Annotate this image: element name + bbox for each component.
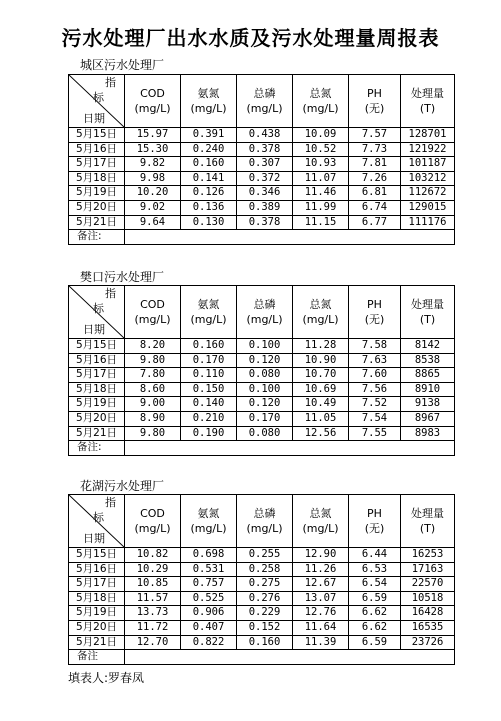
cell-nh3: 0.698 <box>181 548 237 563</box>
cell-volume: 121922 <box>401 142 455 157</box>
cell-tp: 0.229 <box>237 606 293 621</box>
cell-tp: 0.100 <box>237 339 293 354</box>
cell-tp: 0.080 <box>237 368 293 383</box>
cell-date: 5月20日 <box>69 200 125 215</box>
cell-cod: 15.30 <box>125 142 181 157</box>
cell-tp: 0.120 <box>237 397 293 412</box>
cell-cod: 10.82 <box>125 548 181 563</box>
cell-cod: 9.82 <box>125 157 181 172</box>
cell-ph: 7.55 <box>349 426 401 441</box>
cell-tp: 0.100 <box>237 382 293 397</box>
cell-tn: 12.76 <box>293 606 349 621</box>
cell-volume: 8142 <box>401 339 455 354</box>
cell-tp: 0.346 <box>237 186 293 201</box>
cell-nh3: 0.110 <box>181 368 237 383</box>
cell-tn: 10.70 <box>293 368 349 383</box>
col-header-tp: 总磷 (mg/L) <box>237 286 293 339</box>
cell-ph: 6.81 <box>349 186 401 201</box>
cell-date: 5月17日 <box>69 368 125 383</box>
cell-date: 5月17日 <box>69 577 125 592</box>
col-header-cod: COD (mg/L) <box>125 286 181 339</box>
cell-tn: 10.52 <box>293 142 349 157</box>
col-header-volume: 处理量 (T) <box>401 495 455 548</box>
diagonal-header-cell: 指 标 日期 <box>69 495 125 548</box>
col-header-tp: 总磷 (mg/L) <box>237 495 293 548</box>
cell-nh3: 0.757 <box>181 577 237 592</box>
cell-ph: 7.54 <box>349 411 401 426</box>
col-header-nh3: 氨氮 (mg/L) <box>181 495 237 548</box>
cell-nh3: 0.906 <box>181 606 237 621</box>
cell-tn: 11.28 <box>293 339 349 354</box>
cell-volume: 10518 <box>401 591 455 606</box>
cell-cod: 8.60 <box>125 382 181 397</box>
cell-tn: 12.90 <box>293 548 349 563</box>
cell-nh3: 0.160 <box>181 339 237 354</box>
cell-ph: 6.62 <box>349 606 401 621</box>
remark-row <box>69 650 455 665</box>
cell-date: 5月15日 <box>69 339 125 354</box>
cell-nh3: 0.525 <box>181 591 237 606</box>
cell-tp: 0.080 <box>237 426 293 441</box>
cell-nh3: 0.240 <box>181 142 237 157</box>
cell-tp: 0.160 <box>237 635 293 650</box>
diagonal-header-cell: 指 标 日期 <box>69 75 125 128</box>
cell-tn: 11.64 <box>293 620 349 635</box>
col-header-ph: PH (无) <box>349 75 401 128</box>
cell-date: 5月16日 <box>69 562 125 577</box>
cell-tn: 11.46 <box>293 186 349 201</box>
table-row <box>69 382 455 397</box>
remark-value <box>125 441 455 456</box>
cell-volume: 16535 <box>401 620 455 635</box>
plant-table-chengqu <box>68 74 455 245</box>
col-header-volume: 处理量 (T) <box>401 286 455 339</box>
table-row <box>69 171 455 186</box>
cell-tp: 0.372 <box>237 171 293 186</box>
cell-ph: 6.74 <box>349 200 401 215</box>
cell-nh3: 0.126 <box>181 186 237 201</box>
cell-volume: 111176 <box>401 215 455 230</box>
cell-ph: 6.62 <box>349 620 401 635</box>
cell-tn: 10.69 <box>293 382 349 397</box>
cell-cod: 8.90 <box>125 411 181 426</box>
table-row <box>69 215 455 230</box>
cell-tp: 0.120 <box>237 353 293 368</box>
cell-nh3: 0.190 <box>181 426 237 441</box>
cell-cod: 13.73 <box>125 606 181 621</box>
cell-cod: 9.80 <box>125 353 181 368</box>
cell-ph: 7.73 <box>349 142 401 157</box>
cell-cod: 9.02 <box>125 200 181 215</box>
cell-tn: 12.56 <box>293 426 349 441</box>
cell-ph: 6.53 <box>349 562 401 577</box>
cell-volume: 129015 <box>401 200 455 215</box>
cell-tp: 0.378 <box>237 215 293 230</box>
cell-tn: 11.15 <box>293 215 349 230</box>
cell-volume: 23726 <box>401 635 455 650</box>
col-header-nh3: 氨氮 (mg/L) <box>181 286 237 339</box>
cell-ph: 7.63 <box>349 353 401 368</box>
cell-date: 5月18日 <box>69 382 125 397</box>
table-row <box>69 606 455 621</box>
cell-date: 5月21日 <box>69 215 125 230</box>
remark-row <box>69 230 455 245</box>
remark-value <box>125 650 455 665</box>
cell-cod: 9.98 <box>125 171 181 186</box>
cell-date: 5月19日 <box>69 397 125 412</box>
col-header-nh3: 氨氮 (mg/L) <box>181 75 237 128</box>
cell-volume: 8910 <box>401 382 455 397</box>
cell-tn: 10.49 <box>293 397 349 412</box>
cell-cod: 12.70 <box>125 635 181 650</box>
cell-volume: 22570 <box>401 577 455 592</box>
table-row <box>69 620 455 635</box>
table-row <box>69 368 455 383</box>
cell-volume: 128701 <box>401 128 455 143</box>
cell-tp: 0.276 <box>237 591 293 606</box>
plant-name-fankou: 樊口污水处理厂 <box>80 270 165 284</box>
table-header-row <box>69 286 455 339</box>
cell-ph: 7.52 <box>349 397 401 412</box>
cell-ph: 6.77 <box>349 215 401 230</box>
col-header-tn: 总氮 (mg/L) <box>293 75 349 128</box>
cell-tn: 13.07 <box>293 591 349 606</box>
table-row <box>69 562 455 577</box>
cell-tn: 12.67 <box>293 577 349 592</box>
cell-cod: 10.20 <box>125 186 181 201</box>
table-row <box>69 411 455 426</box>
table-header-row <box>69 75 455 128</box>
cell-cod: 8.20 <box>125 339 181 354</box>
cell-date: 5月15日 <box>69 128 125 143</box>
remark-row <box>69 441 455 456</box>
cell-date: 5月21日 <box>69 426 125 441</box>
cell-tp: 0.170 <box>237 411 293 426</box>
cell-date: 5月18日 <box>69 171 125 186</box>
cell-tp: 0.255 <box>237 548 293 563</box>
cell-nh3: 0.210 <box>181 411 237 426</box>
cell-tp: 0.258 <box>237 562 293 577</box>
table-row <box>69 548 455 563</box>
cell-date: 5月17日 <box>69 157 125 172</box>
diagonal-header-cell: 指 标 日期 <box>69 286 125 339</box>
cell-tn: 11.39 <box>293 635 349 650</box>
cell-nh3: 0.822 <box>181 635 237 650</box>
cell-ph: 7.26 <box>349 171 401 186</box>
cell-cod: 10.29 <box>125 562 181 577</box>
cell-volume: 16428 <box>401 606 455 621</box>
cell-nh3: 0.130 <box>181 215 237 230</box>
cell-date: 5月21日 <box>69 635 125 650</box>
table-row <box>69 577 455 592</box>
cell-volume: 17163 <box>401 562 455 577</box>
cell-tp: 0.378 <box>237 142 293 157</box>
cell-ph: 6.59 <box>349 635 401 650</box>
table-row <box>69 142 455 157</box>
table-header-row <box>69 495 455 548</box>
cell-date: 5月16日 <box>69 353 125 368</box>
plant-name-chengqu: 城区污水处理厂 <box>80 58 165 72</box>
col-header-ph: PH (无) <box>349 286 401 339</box>
table-row <box>69 635 455 650</box>
cell-cod: 10.85 <box>125 577 181 592</box>
remark-label: 备注: <box>69 230 125 245</box>
col-header-ph: PH (无) <box>349 495 401 548</box>
cell-ph: 7.81 <box>349 157 401 172</box>
col-header-cod: COD (mg/L) <box>125 495 181 548</box>
cell-tp: 0.275 <box>237 577 293 592</box>
cell-tp: 0.307 <box>237 157 293 172</box>
remark-label: 备注: <box>69 441 125 456</box>
cell-ph: 6.44 <box>349 548 401 563</box>
cell-tp: 0.152 <box>237 620 293 635</box>
cell-volume: 8865 <box>401 368 455 383</box>
col-header-tn: 总氮 (mg/L) <box>293 286 349 339</box>
table-row <box>69 591 455 606</box>
plant-table-huahu <box>68 494 455 665</box>
cell-tp: 0.438 <box>237 128 293 143</box>
cell-tn: 10.93 <box>293 157 349 172</box>
cell-cod: 9.80 <box>125 426 181 441</box>
cell-tn: 11.05 <box>293 411 349 426</box>
cell-tn: 11.99 <box>293 200 349 215</box>
cell-ph: 7.60 <box>349 368 401 383</box>
cell-date: 5月16日 <box>69 142 125 157</box>
cell-volume: 16253 <box>401 548 455 563</box>
cell-nh3: 0.531 <box>181 562 237 577</box>
cell-nh3: 0.407 <box>181 620 237 635</box>
cell-volume: 8967 <box>401 411 455 426</box>
cell-volume: 8983 <box>401 426 455 441</box>
col-header-cod: COD (mg/L) <box>125 75 181 128</box>
cell-date: 5月18日 <box>69 591 125 606</box>
cell-cod: 9.00 <box>125 397 181 412</box>
cell-date: 5月19日 <box>69 606 125 621</box>
cell-nh3: 0.160 <box>181 157 237 172</box>
cell-ph: 6.54 <box>349 577 401 592</box>
filler-name: 填表人:罗春凤 <box>68 671 145 685</box>
cell-ph: 6.59 <box>349 591 401 606</box>
col-header-tn: 总氮 (mg/L) <box>293 495 349 548</box>
cell-date: 5月19日 <box>69 186 125 201</box>
cell-volume: 8538 <box>401 353 455 368</box>
cell-ph: 7.57 <box>349 128 401 143</box>
col-header-tp: 总磷 (mg/L) <box>237 75 293 128</box>
table-row <box>69 157 455 172</box>
cell-ph: 7.58 <box>349 339 401 354</box>
cell-date: 5月15日 <box>69 548 125 563</box>
cell-nh3: 0.391 <box>181 128 237 143</box>
table-row <box>69 186 455 201</box>
cell-volume: 112672 <box>401 186 455 201</box>
table-row <box>69 426 455 441</box>
table-row <box>69 200 455 215</box>
cell-cod: 7.80 <box>125 368 181 383</box>
cell-tn: 11.07 <box>293 171 349 186</box>
cell-cod: 9.64 <box>125 215 181 230</box>
table-row <box>69 397 455 412</box>
table-row <box>69 128 455 143</box>
report-title: 污水处理厂出水水质及污水处理量周报表 <box>61 26 440 50</box>
cell-nh3: 0.150 <box>181 382 237 397</box>
cell-volume: 103212 <box>401 171 455 186</box>
remark-label: 备注 <box>69 650 125 665</box>
cell-tp: 0.389 <box>237 200 293 215</box>
cell-cod: 15.97 <box>125 128 181 143</box>
table-row <box>69 353 455 368</box>
cell-volume: 101187 <box>401 157 455 172</box>
cell-tn: 11.26 <box>293 562 349 577</box>
cell-ph: 7.56 <box>349 382 401 397</box>
col-header-volume: 处理量 (T) <box>401 75 455 128</box>
cell-cod: 11.57 <box>125 591 181 606</box>
table-row <box>69 339 455 354</box>
cell-nh3: 0.140 <box>181 397 237 412</box>
cell-nh3: 0.136 <box>181 200 237 215</box>
cell-nh3: 0.141 <box>181 171 237 186</box>
plant-table-fankou <box>68 285 455 456</box>
plant-name-huahu: 花湖污水处理厂 <box>80 479 165 493</box>
cell-date: 5月20日 <box>69 620 125 635</box>
cell-nh3: 0.170 <box>181 353 237 368</box>
cell-cod: 11.72 <box>125 620 181 635</box>
remark-value <box>125 230 455 245</box>
cell-volume: 9138 <box>401 397 455 412</box>
cell-date: 5月20日 <box>69 411 125 426</box>
cell-tn: 10.09 <box>293 128 349 143</box>
cell-tn: 10.90 <box>293 353 349 368</box>
